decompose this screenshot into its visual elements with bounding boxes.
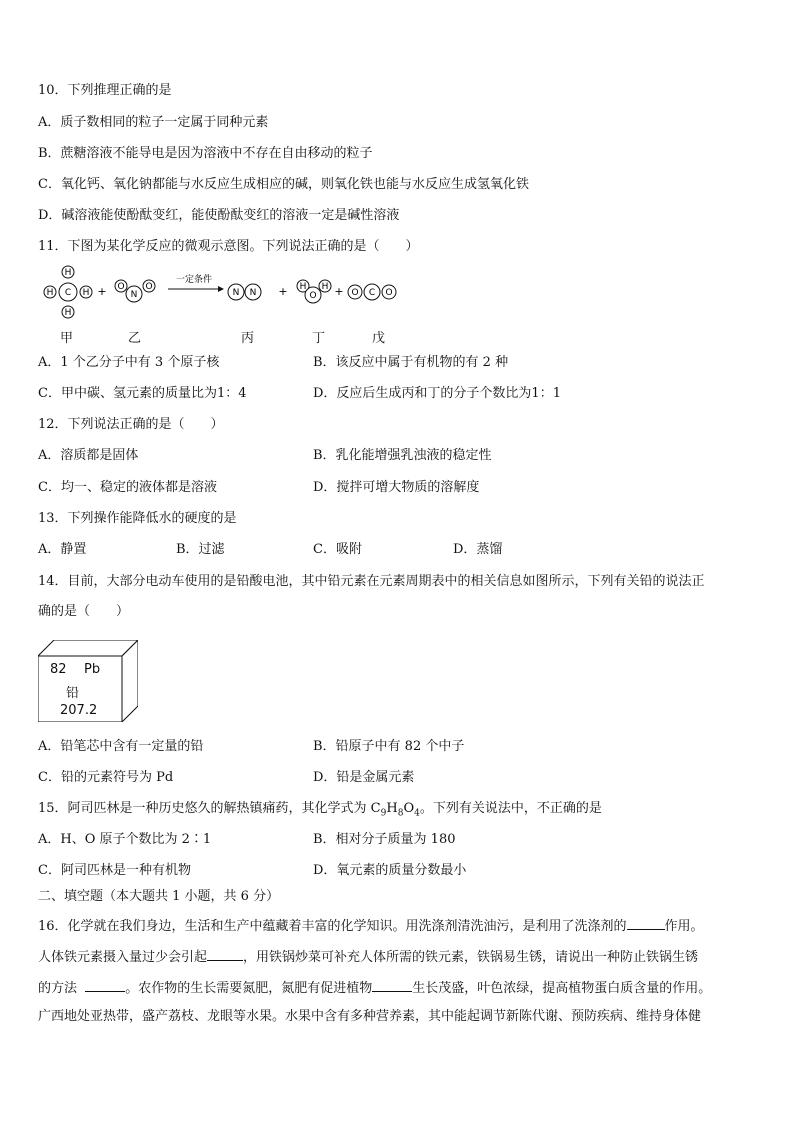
reaction-diagram [38,262,438,326]
label-wu: 戊 [372,331,386,346]
q10-stem: 10．下列推理正确的是 [38,83,172,98]
q10-option-a: A．质子数相同的粒子一定属于同种元素 [38,115,269,130]
svg-text:N: N [130,290,138,300]
q15-option-d: D．氧元素的质量分数最小 [313,863,467,878]
svg-text:O: O [385,288,393,298]
svg-text:O: O [351,288,359,298]
answer-blank[interactable] [207,946,243,961]
atom-label: C [64,288,72,298]
no2-molecule [115,280,155,302]
q16-line4: 广西地处亚热带，盛产荔枝、龙眼等水果。水果中含有多种营养素，其中能起调节新陈代谢、预防疾病、维持身体健 [38,1009,702,1024]
q14-stem-line2: 确的是（ ） [38,604,130,619]
svg-text:O: O [117,282,125,292]
q16-line3: 的方法 。农作物的生长需要氮肥，氮肥有促进植物 生长茂盛，叶色浓绿，提高植物蛋白质含量的作用。 [38,977,711,998]
svg-text:+: + [334,285,344,298]
q10-option-b: B．蔗糖溶液不能导电是因为溶液中不存在自由移动的粒子 [38,146,373,161]
n2-molecule [228,284,261,300]
q13-option-a: A．静置 [38,542,87,557]
arrow-head-icon [218,286,224,292]
atomic-mass: 207.2 [60,703,98,718]
q16-line2: 人体铁元素摄入量过少会引起 ，用铁锅炒菜可补充人体所需的铁元素，铁锅易生锈，请说出一种防止铁锅生锈 [38,946,698,967]
atomic-number: 82 [50,662,67,677]
reaction-condition: 一定条件 [175,275,213,285]
svg-text:H: H [321,282,329,292]
element-name: 铅 [66,686,80,701]
svg-text:H: H [46,288,54,298]
plus-sign: + [97,285,107,298]
section-heading: 二、填空题（本大题共 1 小题，共 6 分） [38,889,280,904]
q13-option-d: D．蒸馏 [453,542,503,557]
q15-option-c: C．阿司匹林是一种有机物 [38,863,191,878]
svg-text:H: H [299,282,307,292]
answer-blank[interactable] [85,977,125,992]
q14-option-d: D．铅是金属元素 [313,770,415,785]
q14-stem-line1: 14．目前，大部分电动车使用的是铅酸电池，其中铅元素在元素周期表中的相关信息如图所示，下列有关铅的说法正 [38,574,705,589]
svg-text:O: O [145,282,153,292]
svg-text:C: C [368,288,376,298]
co2-molecule [348,284,396,300]
q13-option-c: C．吸附 [313,542,362,557]
q11-stem: 11．下图为某化学反应的微观示意图。下列说法正确的是（ ） [38,239,419,254]
q10-option-c: C．氧化钙、氧化钠都能与水反应生成相应的碱，则氧化铁也能与水反应生成氢氧化铁 [38,177,529,192]
q13-stem: 13．下列操作能降低水的硬度的是 [38,511,237,526]
q15-stem: 15．阿司匹林是一种历史悠久的解热镇痛药，其化学式为 $C_9H_8O_4$。下列有关说法中，不正确的是 [38,801,602,819]
q11-option-b: B．该反应中属于有机物的有 2 种 [313,355,509,370]
q12-option-d: D．搅拌可增大物质的溶解度 [313,480,480,495]
q12-option-b: B．乳化能增强乳浊液的稳定性 [313,448,492,463]
svg-text:N: N [232,288,240,298]
q15-option-b: B．相对分子质量为 180 [313,832,456,847]
svg-text:O: O [309,291,317,301]
q14-option-b: B．铅原子中有 82 个中子 [313,739,465,754]
q16-line1: 16．化学就在我们身边，生活和生产中蕴藏着丰富的化学知识。用洗涤剂清洗油污，是利用了洗涤剂的 作用。 [38,915,704,936]
q10-option-d: D．碱溶液能使酚酞变红，能使酚酞变红的溶液一定是碱性溶液 [38,208,400,223]
q11-option-c: C．甲中碳、氢元素的质量比为1：4 [38,386,247,401]
q14-option-a: A．铅笔芯中含有一定量的铅 [38,739,204,754]
label-bing: 丙 [241,331,255,346]
svg-text:H: H [64,268,72,278]
q12-option-c: C．均一、稳定的液体都是溶液 [38,480,217,495]
label-yi: 乙 [128,331,142,346]
q13-option-b: B．过滤 [176,542,225,557]
element-symbol: Pb [84,662,101,677]
q12-stem: 12．下列说法正确的是（ ） [38,417,224,432]
water-molecule [297,280,331,303]
answer-blank[interactable] [372,977,412,992]
q11-option-a: A．1 个乙分子中有 3 个原子核 [38,355,220,370]
svg-text:+: + [278,285,288,298]
answer-blank[interactable] [627,915,665,930]
q14-option-c: C．铅的元素符号为 Pd [38,770,174,785]
methane-molecule [44,266,92,318]
svg-text:N: N [249,288,257,298]
label-jia: 甲 [60,331,74,346]
q11-option-d: D．反应后生成丙和丁的分子个数比为1：1 [313,386,561,401]
q12-option-a: A．溶质都是固体 [38,448,139,463]
q15-option-a: A．H、O 原子个数比为 2∶1 [38,832,212,847]
svg-text:H: H [82,288,90,298]
label-ding: 丁 [312,331,326,346]
svg-text:H: H [64,308,72,318]
